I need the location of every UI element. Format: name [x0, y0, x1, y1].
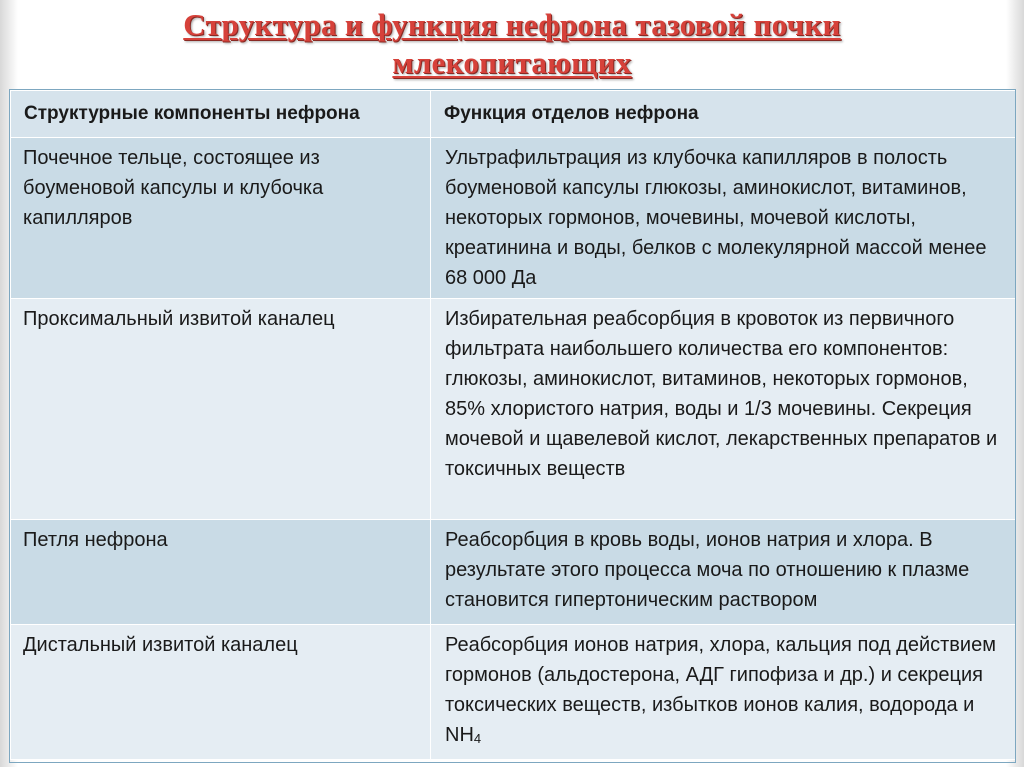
subscript-4: 4 — [473, 731, 482, 746]
cell-component: Петля нефрона — [11, 520, 431, 625]
cell-component: Почечное тельце, состоящее из боуменовой капсулы и клубочка капилляров — [11, 138, 431, 299]
header-functions: Функция отделов нефрона — [431, 91, 1016, 138]
cell-component: Дистальный извитой каналец — [11, 625, 431, 760]
cell-function: Реабсорбция в кровь воды, ионов натрия и хлора. В результате этого процесса моча по отношению к плазме становится гипертоническим раствором — [431, 520, 1016, 625]
page-title — [0, 6, 1024, 82]
cell-component: Проксимальный извитой каналец — [11, 299, 431, 520]
page-title-line-2: млекопитающих — [392, 45, 632, 80]
nephron-table — [10, 90, 1016, 760]
cell-function — [431, 625, 1016, 760]
cell-function: Ультрафильтрация из клубочка капилляров в полость боуменовой капсулы глюкозы, аминокислот, витаминов, некоторых гормонов, мочевины, мочевой кислоты, креатинина и воды, белков с молекулярной массой менее 68 000 Да — [431, 138, 1016, 299]
cell-function-text: Реабсорбция ионов натрия, хлора, кальция под действием гормонов (альдостерона, АДГ гипофиза и др.) и секреция токсических веществ, избытков ионов калия, водорода и NH — [445, 634, 996, 746]
cell-function: Избирательная реабсорбция в кровоток из первичного фильтрата наибольшего количества его компонентов: глюкозы, аминокислот, витаминов, некоторых гормонов, 85% хлористого натрия, воды и 1/3 мочевины. Секреция мочевой и щавелевой кислот, лекарственных препаратов и токсичных веществ — [431, 299, 1016, 520]
table-row-loop-of-henle — [11, 520, 1016, 625]
table-header-row — [11, 91, 1016, 138]
header-components: Структурные компоненты нефрона — [11, 91, 431, 138]
table-row-distal-tubule — [11, 625, 1016, 760]
page-title-line-1: Структура и функция нефрона тазовой почки — [183, 7, 841, 42]
table-row-proximal-tubule — [11, 299, 1016, 520]
table-row-renal-corpuscle — [11, 138, 1016, 299]
